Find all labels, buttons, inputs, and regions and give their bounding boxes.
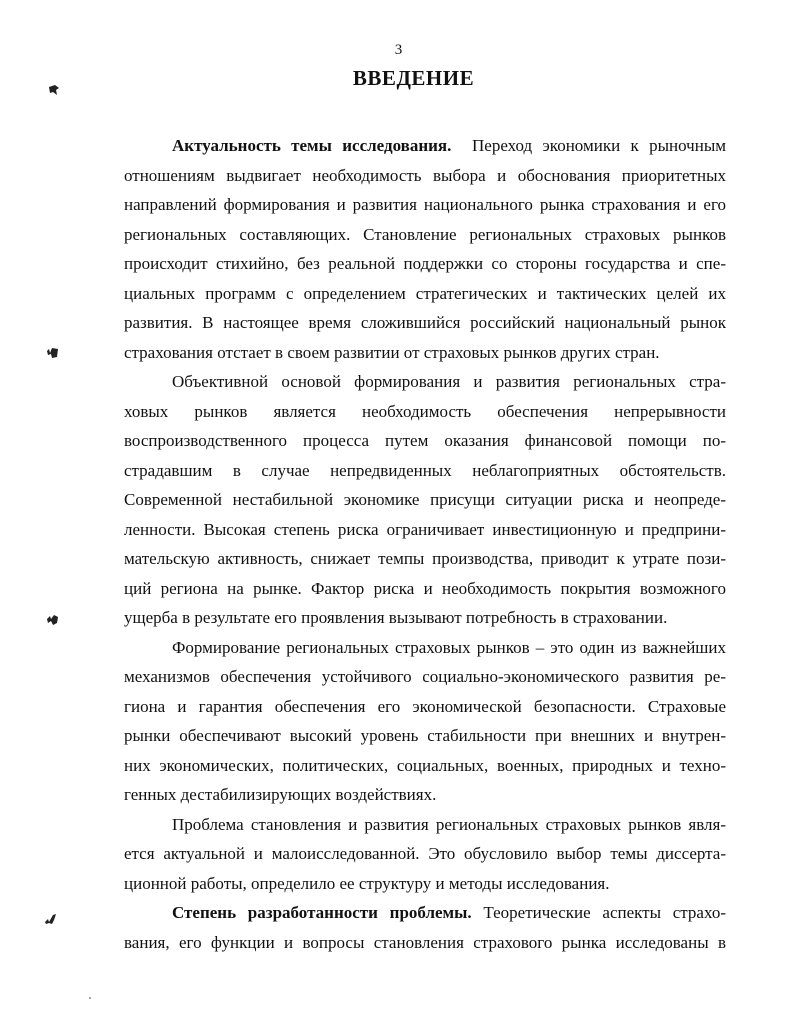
paragraph-basis	[124, 367, 726, 633]
text-fragment: Переход экономики к рыночным	[472, 136, 727, 155]
text-line: Объективной основой формирования и развития региональных стра-	[172, 372, 726, 391]
text-line: воспроизводственного процесса путем оказания финансовой помощи по-	[124, 431, 726, 450]
text-line: мательскую активность, снижает темпы производства, приводит к утрате пози-	[124, 549, 726, 568]
text-line: генных дестабилизирующих воздействиях.	[124, 785, 437, 804]
scan-mark-2	[46, 347, 56, 359]
text-line: механизмов обеспечения устойчивого социально-экономического развития ре-	[124, 667, 726, 686]
text-line	[124, 898, 726, 928]
text-line: ется актуальной и малоисследованной. Это обусловило выбор темы диссерта-	[124, 844, 726, 863]
text-line: направлений формирования и развития национального рынка страхования и его	[124, 195, 726, 214]
page-title: ВВЕДЕНИЕ	[352, 66, 475, 90]
text-line: ций региона на рынке. Фактор риска и необходимость покрытия возможного	[124, 578, 726, 598]
text-line: ленности. Высокая степень риска ограничивает инвестиционную и предприни-	[124, 519, 726, 539]
paragraph-formation	[124, 633, 726, 810]
document-body	[124, 131, 726, 957]
text-line: ховых рынков является необходимость обеспечения непрерывности	[124, 401, 726, 421]
scan-speck	[89, 997, 91, 999]
page-number: 3	[394, 42, 403, 58]
text-line: гиона и гарантия обеспечения его экономической безопасности. Страховые	[124, 696, 726, 716]
section-heading-relevance: Актуальность темы исследования.	[172, 136, 452, 155]
text-line: них экономических, политических, социальных, военных, природных и техно-	[124, 755, 726, 775]
text-line: происходит стихийно, без реальной поддержки со стороны государства и спе-	[124, 254, 726, 273]
text-line: развития. В настоящее время сложившийся российский национальный рынок	[124, 313, 726, 332]
section-heading-elaboration: Степень разработанности проблемы.	[172, 903, 472, 922]
text-fragment: Теоретические аспекты страхо-	[483, 903, 726, 922]
text-line: отношениям выдвигает необходимость выбора и обоснования приоритетных	[124, 165, 726, 185]
paragraph-elaboration	[124, 898, 726, 957]
text-line: циальных программ с определением стратегических и тактических целей их	[124, 283, 726, 303]
text-line: вания, его функции и вопросы становления страхового рынка исследованы в	[124, 932, 726, 952]
text-line: страхования отстает в своем развитии от страховых рынков других стран.	[124, 342, 660, 362]
text-line	[124, 131, 726, 161]
text-line: рынки обеспечивают высокий уровень стабильности при внешних и внутрен-	[124, 726, 726, 745]
text-line: ционной работы, определило ее структуру и методы исследования.	[124, 873, 610, 893]
text-line: региональных составляющих. Становление региональных страховых рынков	[124, 224, 726, 244]
text-line: Современной нестабильной экономике присущи ситуации риска и неопреде-	[124, 490, 726, 509]
text-line: ущерба в результате его проявления вызывают потребность в страховании.	[124, 608, 668, 627]
text-line: Проблема становления и развития региональных страховых рынков явля-	[172, 814, 726, 834]
text-line: Формирование региональных страховых рынков – это один из важнейших	[172, 637, 726, 657]
paragraph-problem	[124, 810, 726, 899]
scan-mark-1	[48, 84, 58, 96]
paragraph-relevance	[124, 131, 726, 367]
text-line: страдавшим в случае непредвиденных неблагоприятных обстоятельств.	[124, 460, 726, 480]
scan-mark-4	[44, 913, 54, 925]
scan-mark-3	[46, 614, 56, 626]
